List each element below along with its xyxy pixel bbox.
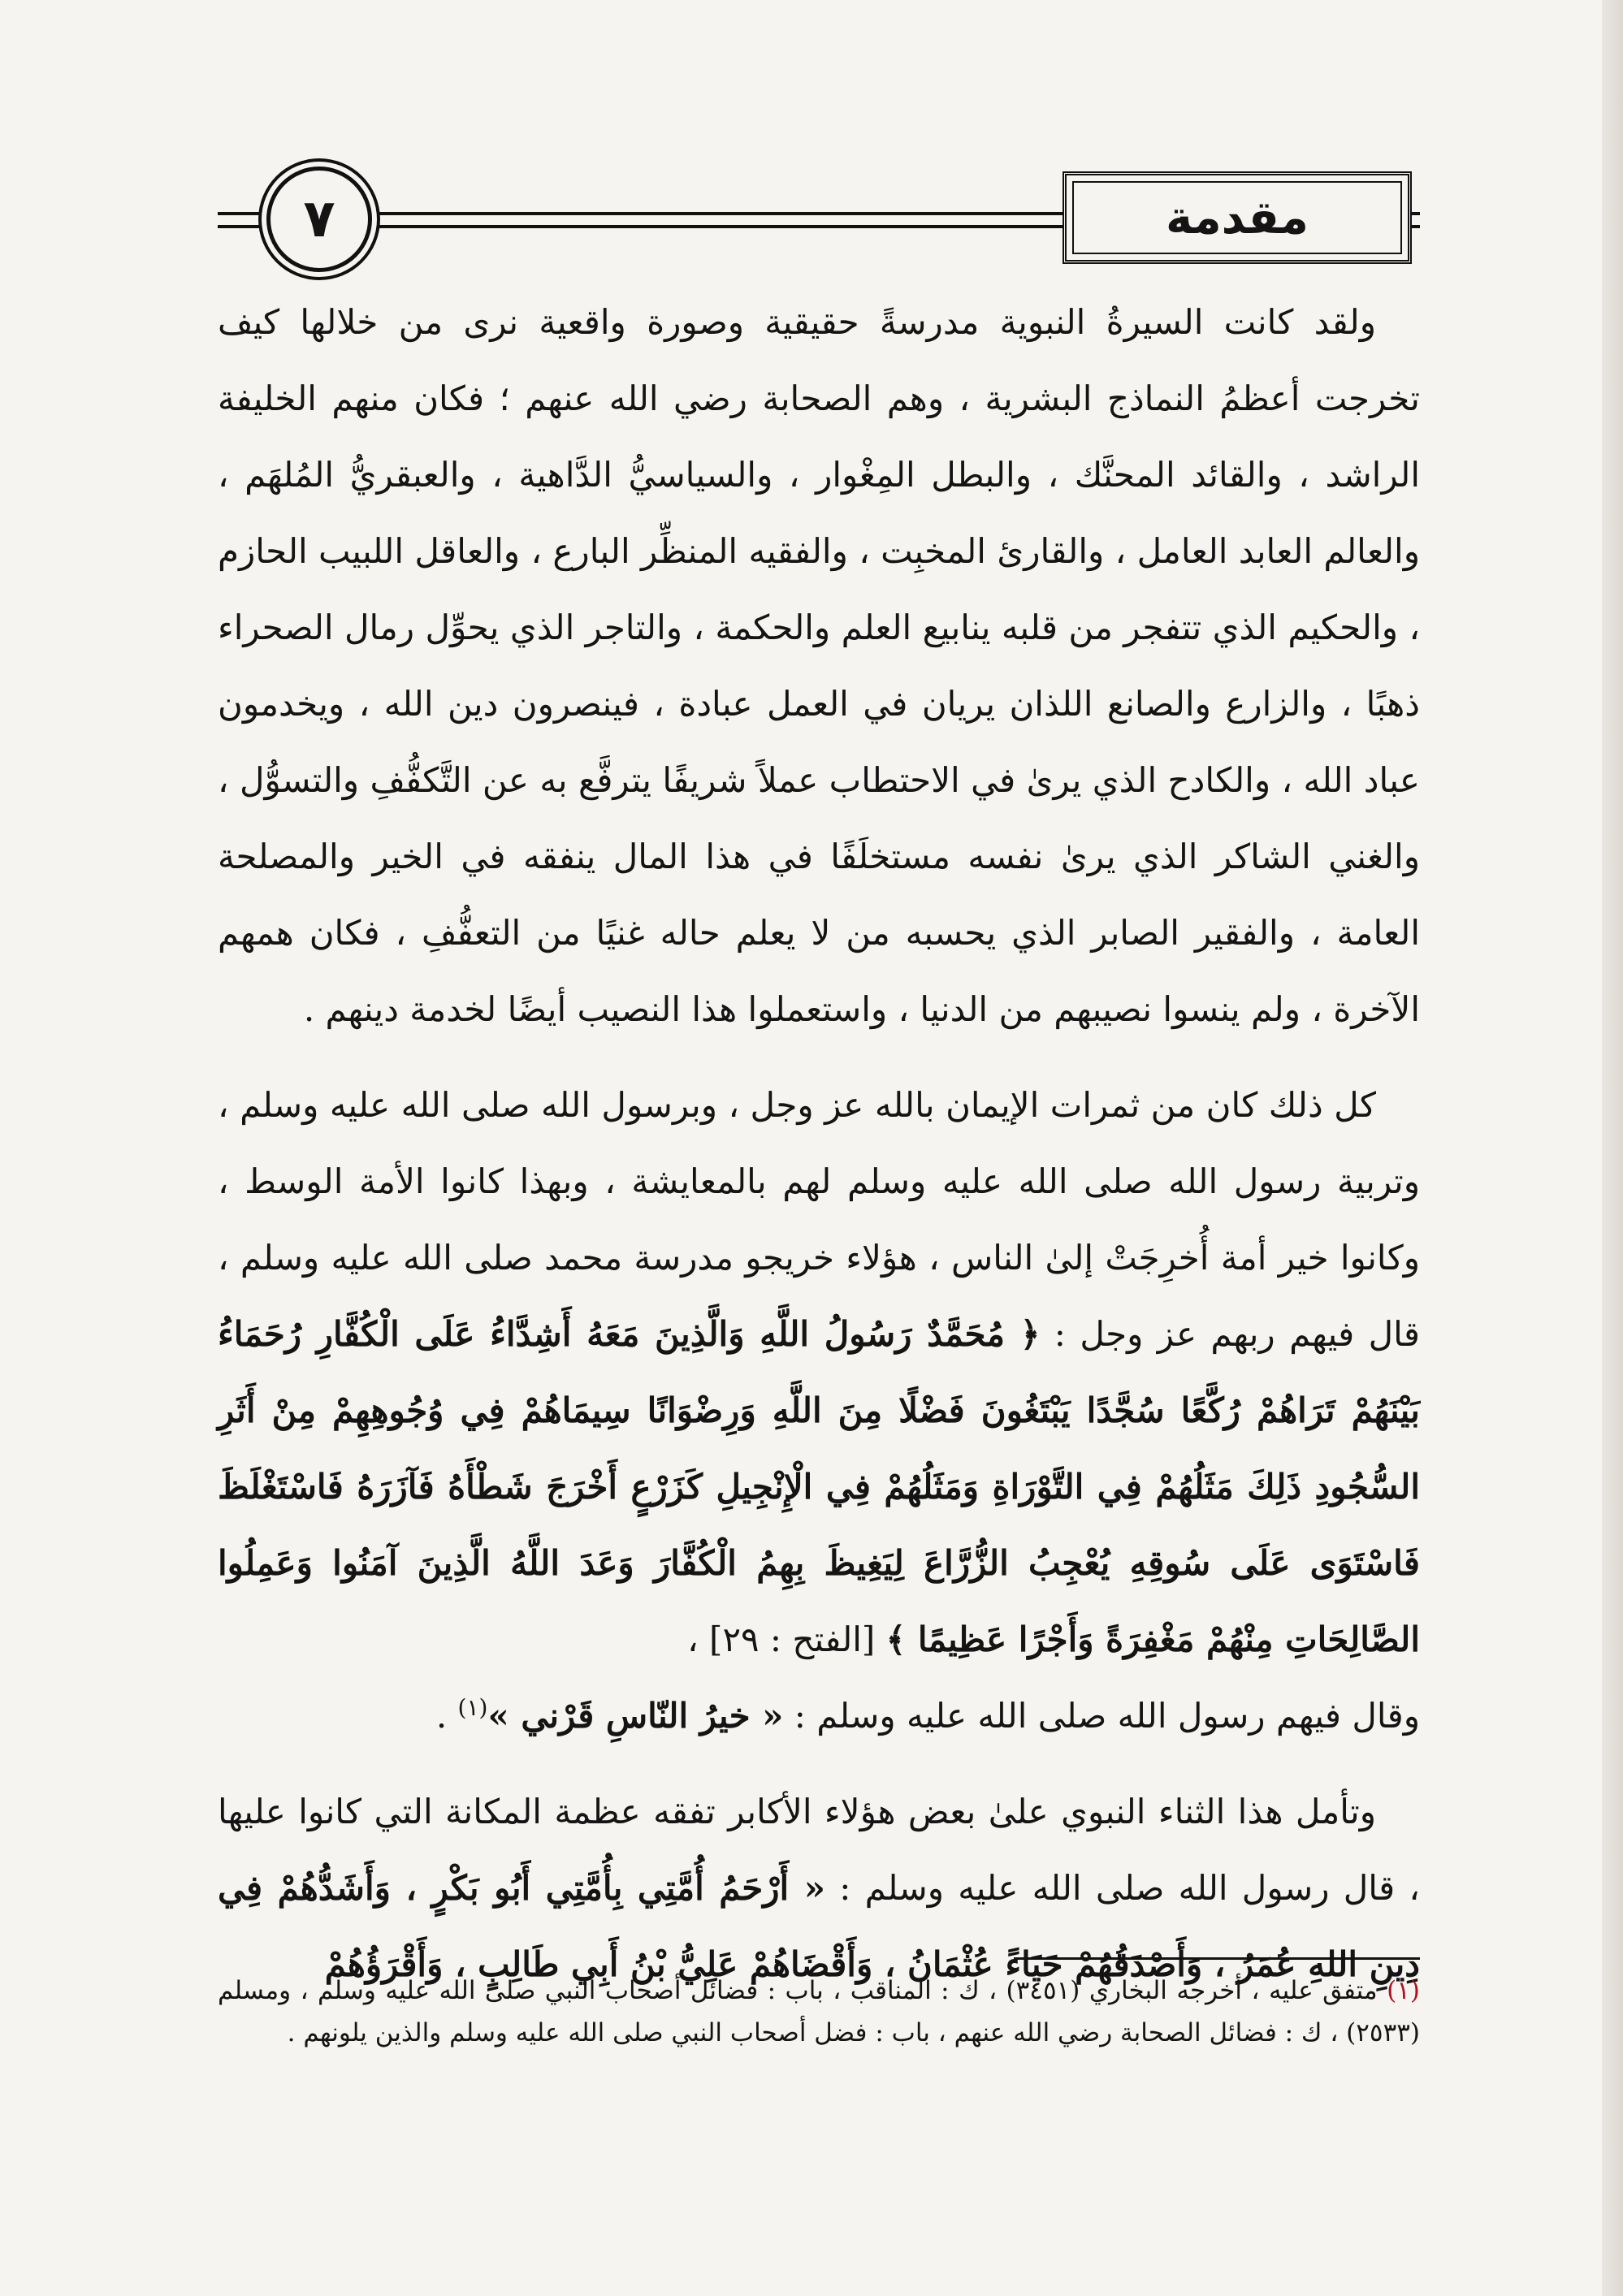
hadith-2: « أَرْحَمُ أُمَّتِي بِأُمَّتِي أَبُو بَكْرٍ ، وَأَشَدُّهُمْ فِي دِينِ اللهِ عُمَرُ ، وَأَصْدَقُهُمْ حَيَاءً عُثْمَانُ ، وَأَقْضَاهُمْ عَلِيُّ بْنُ أَبِي طَالِبٍ ، وَأَقْرَؤُهُمْ (218, 1868, 1420, 1984)
paragraph-2-text: كل ذلك كان من ثمرات الإيمان بالله عز وجل ، وبرسول الله صلى الله عليه وسلم ، وتربية رسول الله صلى الله عليه وسلم لهم بالمعايشة ، وبهذا كانوا الأمة الوسط ، وكانوا خير أمة أُخرِجَتْ إلىٰ الناس ، هؤلاء خريجو مدرسة محمد صلى الله عليه وسلم ، قال فيهم ربهم عز وجل : (218, 1085, 1420, 1354)
chapter-title-frame (1063, 171, 1412, 264)
main-text (218, 284, 1420, 2003)
footnote-number: (١) (1387, 1976, 1420, 2005)
footnote-divider (1014, 1957, 1420, 1960)
chapter-title: مقدمة (1166, 191, 1309, 244)
page-number: ٧ (266, 166, 372, 272)
footnote-text: متفق عليه ، أخرجه البخاري (٣٤٥١) ، ك : المناقب ، باب : فضائل أصحاب النبي صلى الله عليه وسلم ، ومسلم (٢٥٣٣) ، ك : فضائل الصحابة رضي الله عنهم ، باب : فضل أصحاب النبي صلى الله عليه وسلم والذين يلونهم . (218, 1976, 1420, 2047)
hadith-1: « خيرُ النّاسِ قَرْني » (487, 1696, 784, 1736)
paragraph-4-text: وتأمل هذا الثناء النبوي علىٰ بعض هؤلاء الأكابر تفقه عظمة المكانة التي كانوا عليها ، قال رسول الله صلى الله عليه وسلم : (218, 1792, 1420, 1908)
paragraph-3-text: وقال فيهم رسول الله صلى الله عليه وسلم : (794, 1696, 1420, 1736)
page-header (218, 166, 1420, 264)
paragraph-3: وقال فيهم رسول الله صلى الله عليه وسلم : « خيرُ النّاسِ قَرْني »$^{(١)}$ . (435, 1694, 1420, 1736)
footnote-ref: (١) (457, 1694, 488, 1721)
paragraph-4 (218, 1774, 1420, 2003)
paragraph-2 (218, 1067, 1420, 1678)
quran-verse: ﴿ مُحَمَّدٌ رَسُولُ اللَّهِ وَالَّذِينَ مَعَهُ أَشِدَّاءُ عَلَى الْكُفَّارِ رُحَمَاءُ بَيْنَهُمْ تَرَاهُمْ رُكَّعًا سُجَّدًا يَبْتَغُونَ فَضْلًا مِنَ اللَّهِ وَرِضْوَانًا سِيمَاهُمْ فِي وُجُوهِهِمْ مِنْ أَثَرِ السُّجُودِ ذَلِكَ مَثَلُهُمْ فِي التَّوْرَاةِ وَمَثَلُهُمْ فِي الْإِنْجِيلِ كَزَرْعٍ أَخْرَجَ شَطْأَهُ فَآزَرَهُ فَاسْتَغْلَظَ فَاسْتَوَى عَلَى سُوقِهِ يُعْجِبُ الزُّرَّاعَ لِيَغِيظَ بِهِمُ الْكُفَّارَ وَعَدَ اللَّهُ الَّذِينَ آمَنُوا وَعَمِلُوا الصَّالِحَاتِ مِنْهُمْ مَغْفِرَةً وَأَجْرًا عَظِيمًا ﴾ (218, 1314, 1420, 1659)
verse-reference: [الفتح : ٢٩] ، (687, 1619, 876, 1659)
footnotes (218, 1970, 1420, 2054)
paragraph-1: ولقد كانت السيرةُ النبوية مدرسةً حقيقية وصورة واقعية نرى من خلالها كيف تخرجت أعظمُ النماذج البشرية ، وهم الصحابة رضي الله عنهم ؛ فكان منهم الخليفة الراشد ، والقائد المحنَّك ، والبطل المِغْوار ، والسياسيُّ الدَّاهية ، والعبقريُّ المُلهَم ، والعالم العابد العامل ، والقارئ المخبِت ، والفقيه المنظِّر البارع ، والعاقل اللبيب الحازم ، والحكيم الذي تتفجر من قلبه ينابيع العلم والحكمة ، والتاجر الذي يحوِّل رمال الصحراء ذهبًا ، والزارع والصانع اللذان يريان في العمل عبادة ، فينصرون دين الله ، ويخدمون عباد الله ، والكادح الذي يرىٰ في الاحتطاب عملاً شريفًا يترفَّع به عن التَّكفُّفِ والتسوُّل ، والغني الشاكر الذي يرىٰ نفسه مستخلَفًا في هذا المال ينفقه في الخير والمصلحة العامة ، والفقير الصابر الذي يحسبه من لا يعلم حاله غنيًا من التعفُّفِ ، فكان همهم الآخرة ، ولم ينسوا نصيبهم من الدنيا ، واستعملوا هذا النصيب أيضًا لخدمة دينهم . (218, 302, 1420, 1029)
page-edge (1602, 0, 1623, 2296)
